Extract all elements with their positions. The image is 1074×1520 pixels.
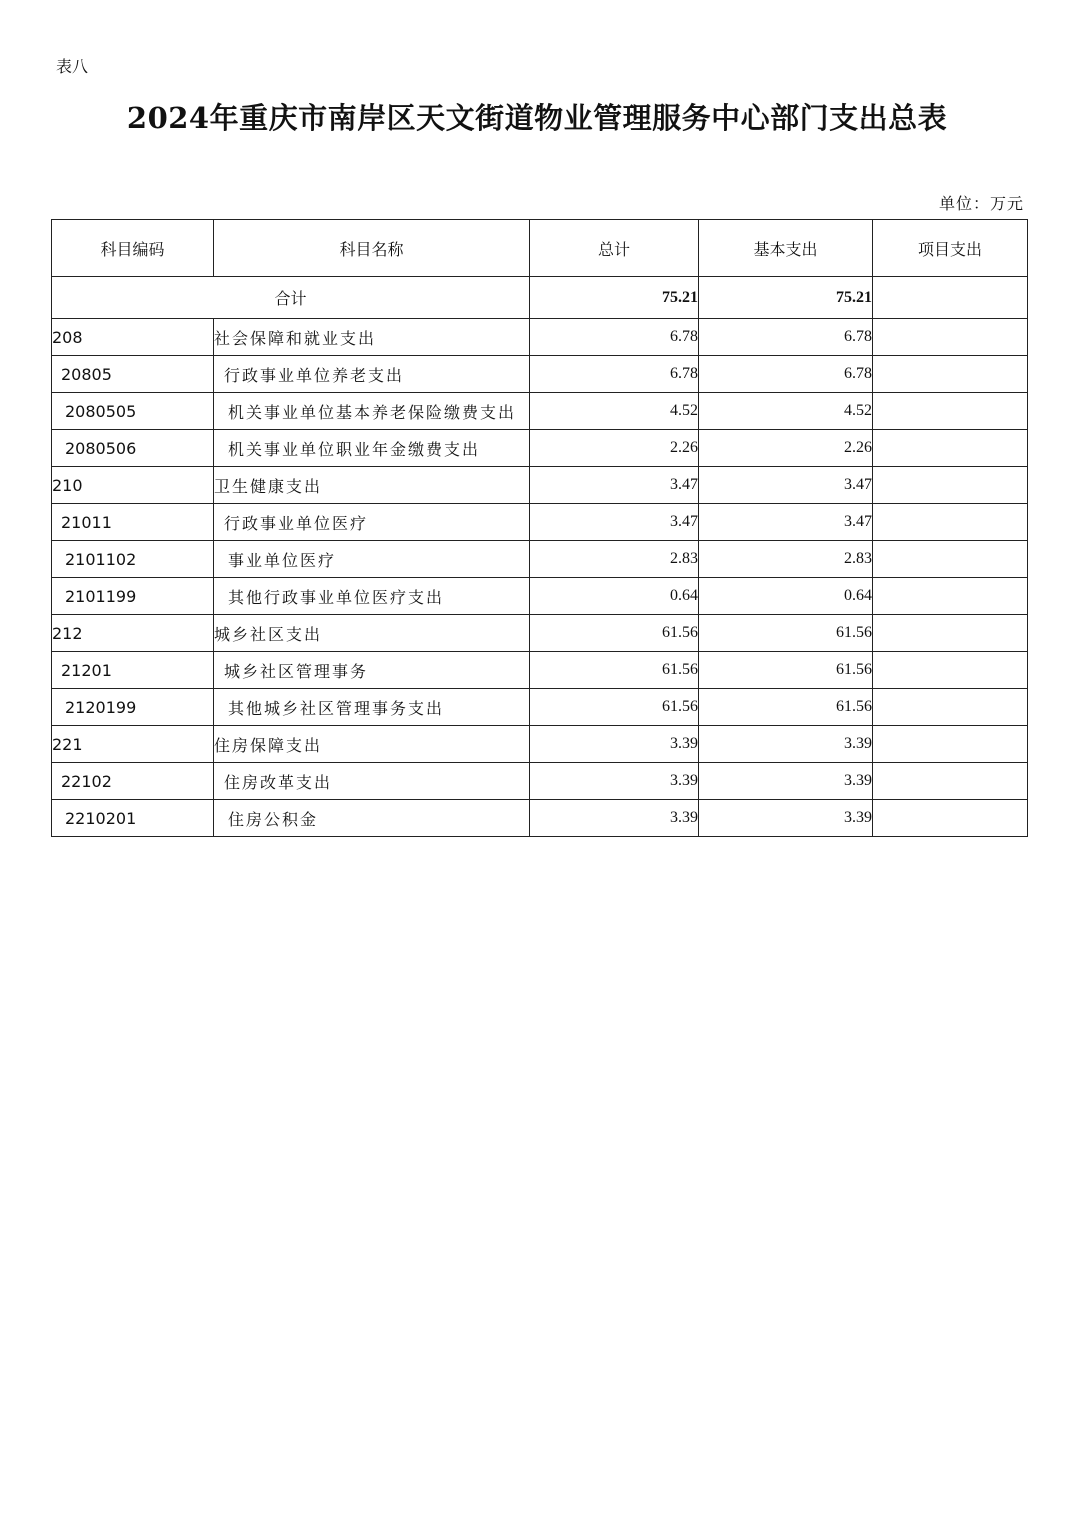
basic-cell: 6.78 [699,319,873,356]
name-cell: 机关事业单位职业年金缴费支出 [214,430,530,467]
total-cell: 4.52 [530,393,699,430]
code-cell: 22102 [52,763,214,800]
table-row [52,726,1028,763]
total-cell: 61.56 [530,652,699,689]
table-row [52,689,1028,726]
table-row [52,578,1028,615]
code-cell: 2101102 [52,541,214,578]
code-cell: 20805 [52,356,214,393]
table-row [52,393,1028,430]
total-cell: 0.64 [530,578,699,615]
code-cell: 2080506 [52,430,214,467]
name-cell: 卫生健康支出 [214,467,530,504]
basic-cell: 3.39 [699,800,873,837]
total-cell: 3.39 [530,726,699,763]
basic-cell: 4.52 [699,393,873,430]
code-cell: 208 [52,319,214,356]
basic-cell: 6.78 [699,356,873,393]
project-cell [873,504,1028,541]
header-row [52,220,1028,277]
basic-cell: 61.56 [699,689,873,726]
name-cell: 其他行政事业单位医疗支出 [214,578,530,615]
total-cell: 6.78 [530,356,699,393]
total-basic-cell: 75.21 [699,277,873,319]
basic-cell: 3.47 [699,504,873,541]
basic-cell: 2.83 [699,541,873,578]
table-row [52,541,1028,578]
name-cell: 住房改革支出 [214,763,530,800]
name-cell: 住房公积金 [214,800,530,837]
name-cell: 机关事业单位基本养老保险缴费支出 [214,393,530,430]
basic-cell: 2.26 [699,430,873,467]
project-cell [873,467,1028,504]
basic-cell: 61.56 [699,615,873,652]
expenditure-table [51,219,1028,837]
total-project-cell [873,277,1028,319]
table-row [52,319,1028,356]
name-cell: 住房保障支出 [214,726,530,763]
project-cell [873,689,1028,726]
column-header-basic: 基本支出 [699,220,873,277]
name-cell: 行政事业单位医疗 [214,504,530,541]
name-cell: 城乡社区管理事务 [214,652,530,689]
code-cell: 2120199 [52,689,214,726]
project-cell [873,615,1028,652]
total-cell: 2.83 [530,541,699,578]
total-cell: 61.56 [530,689,699,726]
code-cell: 21011 [52,504,214,541]
table-number-label: 表八 [56,57,89,76]
column-header-total: 总计 [530,220,699,277]
code-cell: 210 [52,467,214,504]
project-cell [873,652,1028,689]
project-cell [873,541,1028,578]
name-cell: 城乡社区支出 [214,615,530,652]
basic-cell: 3.47 [699,467,873,504]
total-total-cell: 75.21 [530,277,699,319]
total-cell: 3.47 [530,504,699,541]
table-row [52,356,1028,393]
basic-cell: 0.64 [699,578,873,615]
project-cell [873,356,1028,393]
code-cell: 21201 [52,652,214,689]
page-title: 2024年重庆市南岸区天文街道物业管理服务中心部门支出总表 [126,101,948,135]
basic-cell: 61.56 [699,652,873,689]
column-header-name: 科目名称 [214,220,530,277]
code-cell: 2080505 [52,393,214,430]
name-cell: 行政事业单位养老支出 [214,356,530,393]
table-row [52,504,1028,541]
total-cell: 2.26 [530,430,699,467]
code-cell: 212 [52,615,214,652]
project-cell [873,578,1028,615]
column-header-project: 项目支出 [873,220,1028,277]
total-cell: 3.39 [530,800,699,837]
table-row [52,615,1028,652]
total-cell: 6.78 [530,319,699,356]
project-cell [873,763,1028,800]
name-cell: 其他城乡社区管理事务支出 [214,689,530,726]
basic-cell: 3.39 [699,726,873,763]
table-row [52,800,1028,837]
project-cell [873,430,1028,467]
total-label: 合计 [52,277,530,319]
code-cell: 2101199 [52,578,214,615]
unit-label: 单位：万元 [938,194,1024,213]
code-cell: 2210201 [52,800,214,837]
table-row [52,763,1028,800]
project-cell [873,800,1028,837]
column-header-code: 科目编码 [52,220,214,277]
table-row [52,652,1028,689]
project-cell [873,726,1028,763]
total-cell: 61.56 [530,615,699,652]
total-cell: 3.47 [530,467,699,504]
total-row [52,277,1028,319]
total-cell: 3.39 [530,763,699,800]
project-cell [873,319,1028,356]
name-cell: 社会保障和就业支出 [214,319,530,356]
code-cell: 221 [52,726,214,763]
table-body [52,277,1028,837]
project-cell [873,393,1028,430]
table-row [52,467,1028,504]
table-row [52,430,1028,467]
name-cell: 事业单位医疗 [214,541,530,578]
basic-cell: 3.39 [699,763,873,800]
